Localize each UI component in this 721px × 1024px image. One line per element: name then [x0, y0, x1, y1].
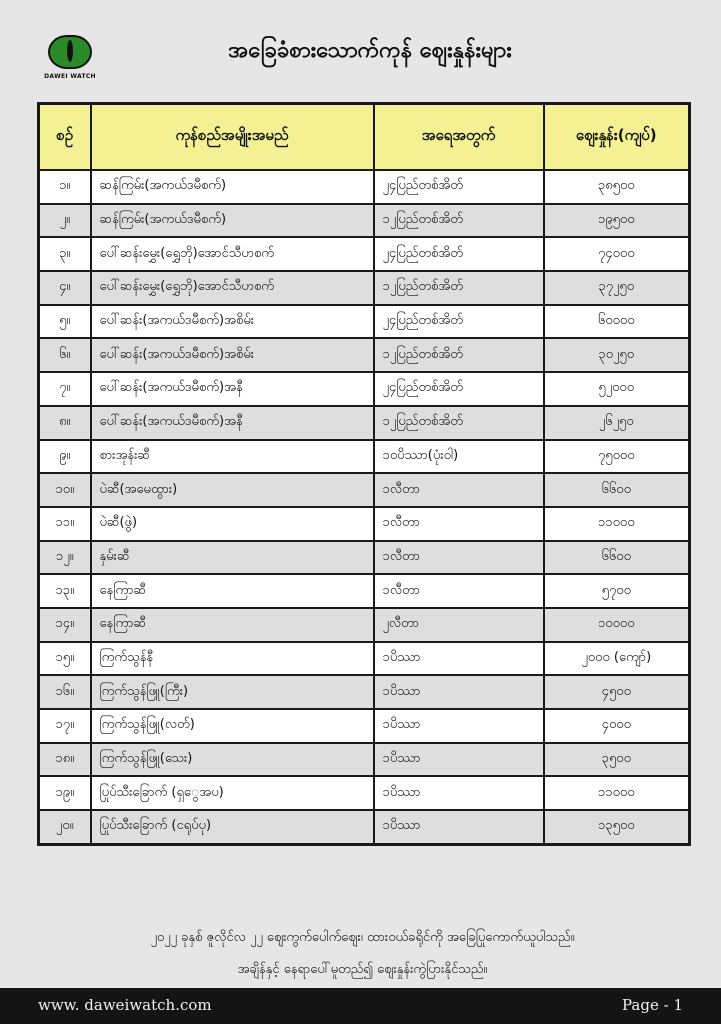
price: ၄၅၀၀	[544, 675, 690, 709]
table-body	[39, 170, 690, 844]
table-row	[39, 507, 690, 541]
quantity: ၁၀ပိဿာ(ပုံး၀ါ)	[374, 440, 544, 474]
table-row	[39, 440, 690, 474]
table-row	[39, 406, 690, 440]
quantity: ၂၄ပြည်တစ်အိတ်	[374, 372, 544, 406]
price: ၆၆၀၀	[544, 541, 690, 575]
table-row	[39, 642, 690, 676]
website-url: www. daweiwatch.com	[38, 996, 212, 1014]
price: ၂၆၂၅၀	[544, 406, 690, 440]
row-number: ၁၈။	[39, 743, 91, 777]
row-number: ၆။	[39, 338, 91, 372]
quantity: ၁၂ပြည်တစ်အိတ်	[374, 406, 544, 440]
item-name: နေကြာဆီ	[91, 574, 374, 608]
footer-bar	[0, 988, 721, 1024]
table-row	[39, 237, 690, 271]
price: ၃၇၂၅၀	[544, 271, 690, 305]
price: ၃၅၀၀	[544, 743, 690, 777]
item-name: ပေါ်ဆန်း(အကယ်ဒမီစက်)အစိမ်း	[91, 305, 374, 339]
price: ၂၀၀၀ (ကျော်)	[544, 642, 690, 676]
price-table	[37, 102, 691, 846]
table-row	[39, 743, 690, 777]
price: ၅၂၀၀၀	[544, 372, 690, 406]
quantity: ၁ပိဿာ	[374, 709, 544, 743]
item-name: ပေါ်ဆန်း(အကယ်ဒမီစက်)အနီ	[91, 406, 374, 440]
item-name: ကြက်သွန်ဖြူ(ကြီး)	[91, 675, 374, 709]
row-number: ၁၇။	[39, 709, 91, 743]
price: ၁၃၅၀၀	[544, 810, 690, 844]
quantity: ၁၂ပြည်တစ်အိတ်	[374, 204, 544, 238]
page-number: Page - 1	[622, 996, 683, 1014]
row-number: ၄။	[39, 271, 91, 305]
price: ၆၆၀၀	[544, 473, 690, 507]
row-number: ၇။	[39, 372, 91, 406]
table-row	[39, 204, 690, 238]
quantity: ၁ပိဿာ	[374, 810, 544, 844]
header-quantity: အရေအတွက်	[374, 104, 544, 171]
row-number: ၁၃။	[39, 574, 91, 608]
row-number: ၁။	[39, 170, 91, 204]
quantity: ၂လီတာ	[374, 608, 544, 642]
item-name: ပြုပ်သီးခြောက် (ငရုပ်ပု)	[91, 810, 374, 844]
row-number: ၉။	[39, 440, 91, 474]
price: ၇၅၀၀၀	[544, 440, 690, 474]
price: ၃၀၂၅၀	[544, 338, 690, 372]
item-name: ပဲဆီ(အမေထွား)	[91, 473, 374, 507]
table-row	[39, 372, 690, 406]
price: ၇၄၀၀၀	[544, 237, 690, 271]
item-name: ကြက်သွန်ဖြူ(လတ်)	[91, 709, 374, 743]
quantity: ၁၂ပြည်တစ်အိတ်	[374, 271, 544, 305]
table-row	[39, 271, 690, 305]
item-name: နှမ်းဆီ	[91, 541, 374, 575]
item-name: ဆန်ကြမ်း(အကယ်ဒမီစက်)	[91, 204, 374, 238]
price: ၁၁၀၀၀	[544, 507, 690, 541]
quantity: ၁ပိဿာ	[374, 776, 544, 810]
item-name: ပဲဆီ(ဖွဲ)	[91, 507, 374, 541]
table-row	[39, 675, 690, 709]
item-name: စားအုန်းဆီ	[91, 440, 374, 474]
price: ၅၇၀၀	[544, 574, 690, 608]
quantity: ၁၂ပြည်တစ်အိတ်	[374, 338, 544, 372]
header-price: ဈေးနှုန်း(ကျပ်)	[544, 104, 690, 171]
row-number: ၅။	[39, 305, 91, 339]
row-number: ၈။	[39, 406, 91, 440]
quantity: ၁လီတာ	[374, 541, 544, 575]
green-eye-icon	[48, 35, 92, 69]
quantity: ၁ပိဿာ	[374, 642, 544, 676]
row-number: ၂၀။	[39, 810, 91, 844]
disclaimer-note: အချိန်နှင့် နေရာပေါ်မူတည်၍ ဈေးနှုန်းကွဲပြားနိုင်သည်။	[237, 962, 488, 977]
row-number: ၁၅။	[39, 642, 91, 676]
item-name: ပြုပ်သီးခြောက် (ရှွေအပ)	[91, 776, 374, 810]
table-row	[39, 473, 690, 507]
table-row	[39, 574, 690, 608]
quantity: ၁လီတာ	[374, 574, 544, 608]
item-name: ကြက်သွန်နီ	[91, 642, 374, 676]
price: ၃၈၅၀၀	[544, 170, 690, 204]
table-row	[39, 810, 690, 844]
price: ၄၀၀၀	[544, 709, 690, 743]
item-name: ဆန်ကြမ်း(အကယ်ဒမီစက်)	[91, 170, 374, 204]
row-number: ၁၂။	[39, 541, 91, 575]
table-row	[39, 338, 690, 372]
header-no: စဉ်	[39, 104, 91, 171]
row-number: ၁၉။	[39, 776, 91, 810]
item-name: ပေါ်ဆန်း(အကယ်ဒမီစက်)အနီ	[91, 372, 374, 406]
table-row	[39, 541, 690, 575]
item-name: နေကြာဆီ	[91, 608, 374, 642]
price: ၆၀၀၀၀	[544, 305, 690, 339]
price: ၁၉၅၀၀	[544, 204, 690, 238]
row-number: ၁၁။	[39, 507, 91, 541]
quantity: ၁ပိဿာ	[374, 675, 544, 709]
item-name: ပေါ်ဆန်း(အကယ်ဒမီစက်)အစိမ်း	[91, 338, 374, 372]
item-name: ကြက်သွန်ဖြူ(သေး)	[91, 743, 374, 777]
table-row	[39, 305, 690, 339]
item-name: ပေါ်ဆန်းမွှေး(ရွှေဘို)အောင်သီဟစက်	[91, 271, 374, 305]
quantity: ၁ပိဿာ	[374, 743, 544, 777]
row-number: ၂။	[39, 204, 91, 238]
row-number: ၁၀။	[39, 473, 91, 507]
table-row	[39, 608, 690, 642]
price: ၁၀၀၀၀	[544, 608, 690, 642]
quantity: ၂၄ပြည်တစ်အိတ်	[374, 237, 544, 271]
table-row	[39, 709, 690, 743]
page-title: အခြေခံစားသောက်ကုန် ဈေးနှုန်းများ	[228, 38, 512, 63]
survey-note: ၂၀၂၂ ခုနှစ် ဇူလိုင်လ ၂၂ ဈေးကွက်ပေါက်ဈေး၊ ထားဝယ်ခရိုင်ကို အခြေပြုကောက်ယူပါသည်။	[150, 930, 575, 945]
logo-text: DAWEI WATCH	[44, 73, 96, 80]
header-item: ကုန်စည်အမျိုးအမည်	[91, 104, 374, 171]
quantity: ၂၄ပြည်တစ်အိတ်	[374, 170, 544, 204]
quantity: ၁လီတာ	[374, 507, 544, 541]
row-number: ၃။	[39, 237, 91, 271]
dawei-watch-logo	[40, 35, 100, 85]
table-row	[39, 170, 690, 204]
row-number: ၁၄။	[39, 608, 91, 642]
row-number: ၁၆။	[39, 675, 91, 709]
item-name: ပေါ်ဆန်းမွှေး(ရွှေဘို)အောင်သီဟစက်	[91, 237, 374, 271]
table-row	[39, 776, 690, 810]
table-header-row	[39, 104, 690, 171]
quantity: ၁လီတာ	[374, 473, 544, 507]
quantity: ၂၄ပြည်တစ်အိတ်	[374, 305, 544, 339]
price: ၁၁၀၀၀	[544, 776, 690, 810]
